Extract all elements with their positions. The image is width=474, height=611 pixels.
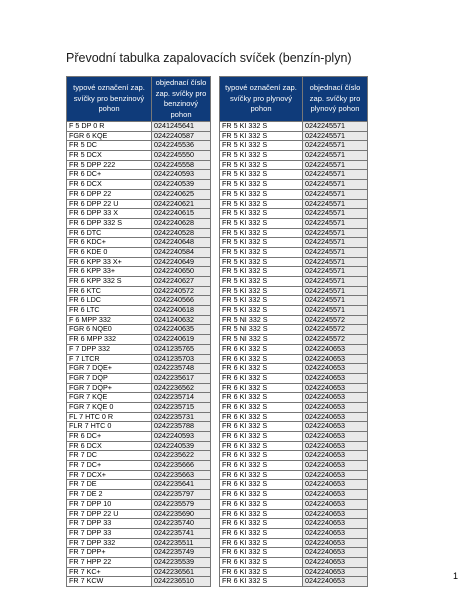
gas-type-cell: FR 6 KI 332 S [220,344,303,354]
petrol-type-cell: FR 5 DCX [67,151,152,161]
gas-type-cell: FR 6 KI 332 S [220,393,303,403]
gas-type-cell: FR 5 NI 332 S [220,335,303,345]
petrol-type-cell: FR 6 DCX [67,180,152,190]
gas-order-no-cell: 0242240653 [303,383,368,393]
petrol-type-cell: F 5 DP 0 R [67,122,152,132]
petrol-order-no-cell: 0242240587 [152,131,211,141]
table-row [67,315,368,325]
table-row [67,557,368,567]
column-gap [211,480,220,490]
table-row [67,160,368,170]
gas-order-no-cell: 0242245571 [303,131,368,141]
column-gap [211,189,220,199]
gas-type-cell: FR 5 KI 332 S [220,141,303,151]
petrol-order-no-cell: 0242235511 [152,538,211,548]
petrol-type-cell: FGR 6 NQE0 [67,325,152,335]
column-gap [211,277,220,287]
table-row [67,238,368,248]
petrol-type-cell: FR 5 DC [67,141,152,151]
petrol-type-cell: FR 5 DPP 222 [67,160,152,170]
column-gap [211,364,220,374]
gas-order-no-cell: 0242240653 [303,364,368,374]
column-gap [211,528,220,538]
petrol-order-no-cell: 0242235666 [152,461,211,471]
petrol-type-cell: FR 6 DPP 22 U [67,199,152,209]
gas-order-no-cell: 0242245571 [303,247,368,257]
gas-type-cell: FR 5 KI 332 S [220,257,303,267]
column-gap [211,567,220,577]
petrol-type-cell: FL 7 HTC 0 R [67,412,152,422]
petrol-type-cell: F 7 DPP 332 [67,344,152,354]
gas-order-no-cell: 0242240653 [303,402,368,412]
petrol-type-cell: FR 6 DPP 332 S [67,218,152,228]
gas-type-cell: FR 6 KI 332 S [220,412,303,422]
gas-order-no-cell: 0242240653 [303,461,368,471]
column-gap [211,335,220,345]
petrol-type-cell: FR 6 DC+ [67,432,152,442]
column-gap [211,451,220,461]
column-gap [211,354,220,364]
table-row [67,577,368,587]
column-gap [211,131,220,141]
petrol-order-no-cell: 0242245536 [152,141,211,151]
gas-type-cell: FR 5 KI 332 S [220,131,303,141]
petrol-order-no-cell: 0242235731 [152,412,211,422]
column-gap [211,315,220,325]
petrol-order-no-cell: 0242235663 [152,470,211,480]
petrol-order-no-cell: 0241245641 [152,122,211,132]
gas-order-no-cell: 0242240653 [303,373,368,383]
gas-order-no-cell: 0242245571 [303,199,368,209]
gas-type-cell: FR 6 KI 332 S [220,432,303,442]
gas-order-no-cell: 0242240653 [303,490,368,500]
petrol-type-cell: FR 7 DE 2 [67,490,152,500]
gas-type-cell: FR 6 KI 332 S [220,548,303,558]
petrol-type-cell: FLR 7 HTC 0 [67,422,152,432]
petrol-order-no-cell: 0242236561 [152,567,211,577]
petrol-type-cell: FR 7 DC [67,451,152,461]
gas-type-cell: FR 5 KI 332 S [220,277,303,287]
gas-order-no-cell: 0242240653 [303,412,368,422]
petrol-type-cell: FR 7 KCW [67,577,152,587]
gas-order-no-cell: 0242245571 [303,170,368,180]
column-gap [211,247,220,257]
petrol-order-no-cell: 0242235748 [152,364,211,374]
petrol-order-no-cell: 0242240619 [152,335,211,345]
table-row [67,538,368,548]
petrol-order-no-cell: 0242235622 [152,451,211,461]
petrol-type-cell: FGR 7 DQP [67,373,152,383]
table-row [67,490,368,500]
petrol-type-cell: FR 6 KPP 33+ [67,267,152,277]
gas-order-no-cell: 0242245571 [303,228,368,238]
gas-type-cell: FR 6 KI 332 S [220,499,303,509]
petrol-type-cell: FR 6 DCX [67,441,152,451]
table-row [67,209,368,219]
header-petrol-order-no: objednací číslo zap. svíčky pro benzinový pohon [152,77,211,122]
table-row [67,499,368,509]
column-gap [211,77,220,122]
column-gap [211,238,220,248]
page-title: Převodní tabulka zapalovacích svíček (benzín-plyn) [66,51,352,65]
gas-type-cell: FR 6 KI 332 S [220,519,303,529]
gas-order-no-cell: 0242245571 [303,306,368,316]
petrol-type-cell: FR 7 DPP 33 [67,528,152,538]
gas-type-cell: FR 6 KI 332 S [220,538,303,548]
petrol-order-no-cell: 0242240539 [152,180,211,190]
header-petrol-type: typové označení zap. svíčky pro benzinový pohon [67,77,152,122]
gas-type-cell: FR 5 KI 332 S [220,296,303,306]
table-row [67,528,368,538]
petrol-order-no-cell: 0242240539 [152,441,211,451]
table-row [67,335,368,345]
petrol-order-no-cell: 0242235788 [152,422,211,432]
petrol-order-no-cell: 0242240615 [152,209,211,219]
petrol-order-no-cell: 0242235714 [152,393,211,403]
column-gap [211,160,220,170]
petrol-type-cell: FR 6 DPP 22 [67,189,152,199]
column-gap [211,306,220,316]
gas-order-no-cell: 0242240653 [303,509,368,519]
table-row [67,199,368,209]
gas-type-cell: FR 5 KI 332 S [220,306,303,316]
column-gap [211,151,220,161]
petrol-order-no-cell: 0242245550 [152,151,211,161]
gas-type-cell: FR 5 KI 332 S [220,122,303,132]
table-row [67,306,368,316]
gas-order-no-cell: 0242245571 [303,238,368,248]
table-row [67,509,368,519]
column-gap [211,412,220,422]
column-gap [211,209,220,219]
column-gap [211,373,220,383]
gas-order-no-cell: 0242240653 [303,441,368,451]
gas-order-no-cell: 0242240653 [303,499,368,509]
gas-order-no-cell: 0242245571 [303,209,368,219]
petrol-type-cell: FR 6 KPP 332 S [67,277,152,287]
gas-type-cell: FR 6 KI 332 S [220,528,303,538]
column-gap [211,538,220,548]
column-gap [211,577,220,587]
petrol-type-cell: FR 6 KDC+ [67,238,152,248]
column-gap [211,170,220,180]
petrol-type-cell: FR 6 LTC [67,306,152,316]
table-row [67,354,368,364]
gas-type-cell: FR 5 KI 332 S [220,218,303,228]
petrol-order-no-cell: 0242240566 [152,296,211,306]
petrol-order-no-cell: 0242240618 [152,306,211,316]
petrol-order-no-cell: 0242236562 [152,383,211,393]
column-gap [211,199,220,209]
petrol-order-no-cell: 0242235579 [152,499,211,509]
header-gas-order-no: objednací číslo zap. svíčky pro plynový pohon [303,77,368,122]
gas-order-no-cell: 0242240653 [303,528,368,538]
column-gap [211,490,220,500]
table-row [67,277,368,287]
petrol-order-no-cell: 0242240593 [152,170,211,180]
gas-type-cell: FR 6 KI 332 S [220,490,303,500]
petrol-order-no-cell: 0242240628 [152,218,211,228]
petrol-type-cell: FR 7 KC+ [67,567,152,577]
gas-order-no-cell: 0242240653 [303,470,368,480]
table-row [67,189,368,199]
gas-order-no-cell: 0242245571 [303,151,368,161]
table-row [67,461,368,471]
petrol-order-no-cell: 0241235765 [152,344,211,354]
page-number: 1 [452,571,458,581]
petrol-type-cell: FR 7 DPP+ [67,548,152,558]
petrol-type-cell: FR 7 DC+ [67,461,152,471]
column-gap [211,296,220,306]
column-gap [211,383,220,393]
gas-type-cell: FR 6 KI 332 S [220,373,303,383]
table-row [67,122,368,132]
table-row [67,567,368,577]
column-gap [211,122,220,132]
petrol-order-no-cell: 0242235690 [152,509,211,519]
conversion-table [66,76,368,587]
gas-order-no-cell: 0242245571 [303,180,368,190]
petrol-type-cell: FR 7 DPP 332 [67,538,152,548]
gas-type-cell: FR 5 KI 332 S [220,160,303,170]
petrol-order-no-cell: 0242240528 [152,228,211,238]
petrol-type-cell: FR 7 DPP 22 U [67,509,152,519]
petrol-order-no-cell: 0242240650 [152,267,211,277]
gas-order-no-cell: 0242240653 [303,567,368,577]
table-header-row [67,77,368,122]
petrol-type-cell: FR 6 LDC [67,296,152,306]
column-gap [211,461,220,471]
column-gap [211,432,220,442]
table-row [67,228,368,238]
gas-order-no-cell: 0242240653 [303,538,368,548]
gas-order-no-cell: 0242245572 [303,325,368,335]
gas-order-no-cell: 0242240653 [303,557,368,567]
petrol-order-no-cell: 0242240572 [152,286,211,296]
column-gap [211,470,220,480]
gas-order-no-cell: 0242245571 [303,141,368,151]
gas-type-cell: FR 6 KI 332 S [220,422,303,432]
table-row [67,402,368,412]
column-gap [211,218,220,228]
gas-type-cell: FR 5 KI 332 S [220,238,303,248]
petrol-order-no-cell: 0241240632 [152,315,211,325]
petrol-order-no-cell: 0242235741 [152,528,211,538]
table-row [67,296,368,306]
column-gap [211,228,220,238]
table-row [67,344,368,354]
gas-order-no-cell: 0242240653 [303,432,368,442]
gas-type-cell: FR 5 KI 332 S [220,180,303,190]
petrol-type-cell: FR 6 DC+ [67,170,152,180]
petrol-order-no-cell: 0242240593 [152,432,211,442]
column-gap [211,402,220,412]
gas-order-no-cell: 0242240653 [303,480,368,490]
column-gap [211,180,220,190]
petrol-order-no-cell: 0242235749 [152,548,211,558]
table-row [67,480,368,490]
petrol-type-cell: FGR 6 KQE [67,131,152,141]
gas-type-cell: FR 5 KI 332 S [220,189,303,199]
petrol-order-no-cell: 0242235617 [152,373,211,383]
gas-type-cell: FR 6 KI 332 S [220,364,303,374]
gas-type-cell: FR 5 KI 332 S [220,228,303,238]
table-row [67,364,368,374]
gas-type-cell: FR 6 KI 332 S [220,383,303,393]
gas-order-no-cell: 0242245572 [303,335,368,345]
gas-type-cell: FR 5 NI 332 S [220,325,303,335]
gas-type-cell: FR 5 KI 332 S [220,151,303,161]
column-gap [211,422,220,432]
gas-type-cell: FR 5 NI 332 S [220,315,303,325]
gas-order-no-cell: 0242245571 [303,257,368,267]
petrol-type-cell: FR 6 DPP 33 X [67,209,152,219]
table-row [67,432,368,442]
petrol-type-cell: FGR 7 DQP+ [67,383,152,393]
gas-type-cell: FR 6 KI 332 S [220,470,303,480]
petrol-order-no-cell: 0242240584 [152,247,211,257]
petrol-type-cell: FR 6 MPP 332 [67,335,152,345]
gas-order-no-cell: 0242240653 [303,354,368,364]
petrol-order-no-cell: 0242240649 [152,257,211,267]
table-row [67,393,368,403]
petrol-order-no-cell: 0242235715 [152,402,211,412]
gas-type-cell: FR 6 KI 332 S [220,441,303,451]
column-gap [211,557,220,567]
petrol-type-cell: FR 6 KTC [67,286,152,296]
gas-order-no-cell: 0242245571 [303,122,368,132]
gas-order-no-cell: 0242240653 [303,451,368,461]
petrol-order-no-cell: 0242245558 [152,160,211,170]
column-gap [211,267,220,277]
gas-order-no-cell: 0242240653 [303,519,368,529]
column-gap [211,499,220,509]
column-gap [211,548,220,558]
table-row [67,422,368,432]
gas-order-no-cell: 0242240653 [303,393,368,403]
column-gap [211,141,220,151]
table-row [67,383,368,393]
gas-type-cell: FR 5 KI 332 S [220,170,303,180]
column-gap [211,441,220,451]
gas-order-no-cell: 0242240653 [303,577,368,587]
petrol-type-cell: F 6 MPP 332 [67,315,152,325]
table-row [67,247,368,257]
petrol-order-no-cell: 0242235797 [152,490,211,500]
petrol-type-cell: FR 7 DPP 33 [67,519,152,529]
gas-type-cell: FR 6 KI 332 S [220,509,303,519]
gas-order-no-cell: 0242245571 [303,160,368,170]
gas-type-cell: FR 6 KI 332 S [220,577,303,587]
table-row [67,325,368,335]
table-row [67,151,368,161]
table-row [67,412,368,422]
petrol-type-cell: FR 7 HPP 22 [67,557,152,567]
petrol-type-cell: FGR 7 DQE+ [67,364,152,374]
gas-order-no-cell: 0242245571 [303,189,368,199]
gas-order-no-cell: 0242240653 [303,422,368,432]
column-gap [211,519,220,529]
table-row [67,218,368,228]
gas-type-cell: FR 6 KI 332 S [220,461,303,471]
petrol-type-cell: F 7 LTCR [67,354,152,364]
petrol-type-cell: FR 6 KPP 33 X+ [67,257,152,267]
petrol-order-no-cell: 0242235539 [152,557,211,567]
table-row [67,373,368,383]
gas-type-cell: FR 5 KI 332 S [220,286,303,296]
petrol-order-no-cell: 0242236510 [152,577,211,587]
gas-type-cell: FR 6 KI 332 S [220,557,303,567]
petrol-type-cell: FR 7 DE [67,480,152,490]
gas-type-cell: FR 6 KI 332 S [220,354,303,364]
column-gap [211,509,220,519]
table-row [67,170,368,180]
gas-type-cell: FR 6 KI 332 S [220,451,303,461]
petrol-order-no-cell: 0242240625 [152,189,211,199]
gas-order-no-cell: 0242245571 [303,277,368,287]
table-row [67,131,368,141]
petrol-order-no-cell: 0242235740 [152,519,211,529]
petrol-type-cell: FR 7 DPP 10 [67,499,152,509]
gas-type-cell: FR 5 KI 332 S [220,209,303,219]
gas-type-cell: FR 6 KI 332 S [220,402,303,412]
petrol-order-no-cell: 0242235641 [152,480,211,490]
petrol-type-cell: FR 6 KDE 0 [67,247,152,257]
gas-order-no-cell: 0242245571 [303,218,368,228]
petrol-order-no-cell: 0242240648 [152,238,211,248]
table-row [67,451,368,461]
petrol-type-cell: FR 7 DCX+ [67,470,152,480]
gas-order-no-cell: 0242240653 [303,344,368,354]
petrol-type-cell: FGR 7 KQE 0 [67,402,152,412]
table-row [67,257,368,267]
petrol-order-no-cell: 0242240635 [152,325,211,335]
column-gap [211,344,220,354]
table-row [67,519,368,529]
table-row [67,441,368,451]
column-gap [211,257,220,267]
table-row [67,141,368,151]
petrol-order-no-cell: 0242240627 [152,277,211,287]
table-row [67,286,368,296]
petrol-order-no-cell: 0241235703 [152,354,211,364]
table-row [67,267,368,277]
petrol-order-no-cell: 0242240621 [152,199,211,209]
header-gas-type: typové označení zap. svíčky pro plynový pohon [220,77,303,122]
column-gap [211,286,220,296]
table-row [67,470,368,480]
gas-type-cell: FR 5 KI 332 S [220,247,303,257]
column-gap [211,325,220,335]
table-row [67,548,368,558]
table-row [67,180,368,190]
gas-order-no-cell: 0242245571 [303,286,368,296]
gas-type-cell: FR 6 KI 332 S [220,567,303,577]
gas-order-no-cell: 0242245572 [303,315,368,325]
gas-order-no-cell: 0242240653 [303,548,368,558]
gas-type-cell: FR 6 KI 332 S [220,480,303,490]
gas-order-no-cell: 0242245571 [303,267,368,277]
petrol-type-cell: FGR 7 KQE [67,393,152,403]
petrol-type-cell: FR 6 DTC [67,228,152,238]
column-gap [211,393,220,403]
gas-type-cell: FR 5 KI 332 S [220,267,303,277]
gas-order-no-cell: 0242245571 [303,296,368,306]
gas-type-cell: FR 5 KI 332 S [220,199,303,209]
